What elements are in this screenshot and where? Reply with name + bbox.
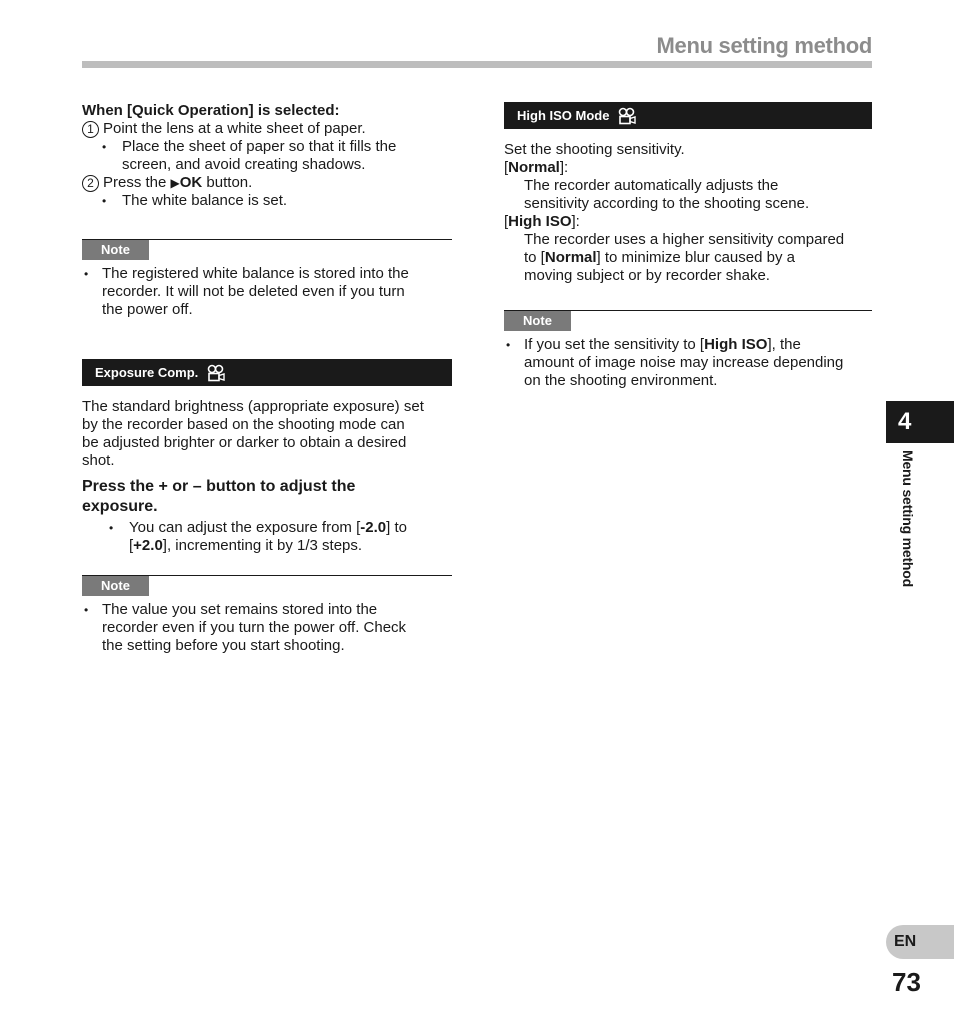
text-run: If you set the sensitivity to [ [524,336,705,353]
step-number: 2 [82,175,99,192]
exposure-title: Exposure Comp. [95,365,199,380]
bracket: ]: [559,159,569,176]
note-line: on the shooting environment. [524,372,718,389]
desc-line: sensitivity according to the shooting scene. [524,195,810,212]
step-1 [82,120,452,138]
note-line: The registered white balance is stored into the [102,265,409,282]
text-run: ], the [767,336,801,353]
step-1-text: Point the lens at a white sheet of paper. [103,120,366,137]
step-2-bullet: • The white balance is set. [82,192,452,210]
high-iso-option [504,213,872,231]
bracket: [ [504,159,509,176]
normal-description [504,177,872,213]
bullet-line: screen, and avoid creating shadows. [122,156,366,173]
value-max: +2.0 [133,537,163,554]
exposure-description [82,398,452,470]
note-line: recorder. It will not be deleted even if you turn [102,283,405,300]
option-name: Normal [508,159,560,176]
text-run-bold: High ISO [704,336,768,353]
text-run: ] to minimize blur caused by a [596,249,795,266]
text-run: ], incrementing it by 1/3 steps. [162,537,363,554]
white-balance-section [82,102,452,210]
desc-line: The standard brightness (appropriate exposure) set [82,398,424,415]
step-2-pre: Press the [103,174,171,191]
desc-line: by the recorder based on the shooting mode can [82,416,405,433]
step-2-post: button. [202,174,253,191]
text-run: to [ [524,249,545,266]
note-label: Note [82,576,149,596]
note-line: The value you set remains stored into the [102,601,378,618]
note-line: recorder even if you turn the power off. Check [102,619,407,636]
step-number: 1 [82,121,99,138]
note-header [504,310,872,333]
desc-line: be adjusted brighter or darker to obtain a desired [82,434,407,451]
note-2-item [82,601,452,655]
wb-heading: When [Quick Operation] is selected: [82,102,340,119]
text-run-bold: Normal [544,249,597,266]
desc-line: The recorder uses a higher sensitivity compared [524,231,845,248]
movie-camera-icon [206,364,226,382]
note-header [82,239,452,262]
text-run: You can adjust the exposure from [ [129,519,361,536]
bracket: [ [504,213,509,230]
exposure-instruction [82,477,452,517]
chapter-side-label: Menu setting method [900,450,916,587]
note-block-2 [82,575,452,655]
bullet-line: Place the sheet of paper so that it fills the [122,138,397,155]
note-block-1 [82,239,452,319]
note-1-item [82,265,452,319]
exposure-title-bar [82,359,452,386]
note-header [82,575,452,598]
text-run: ] to [386,519,407,536]
note-line: the setting before you start shooting. [102,637,345,654]
instr-line: Press the + or – button to adjust the [82,478,356,495]
header-rule [82,61,872,68]
play-triangle-icon: ▶ [170,176,180,190]
step-2 [82,174,452,192]
desc-line: moving subject or by recorder shake. [524,267,770,284]
desc-line: The recorder automatically adjusts the [524,177,779,194]
iso-title-bar [504,102,872,129]
note-line: amount of image noise may increase depending [524,354,844,371]
text-run: [ [129,537,134,554]
note-line: the power off. [102,301,193,318]
option-name: High ISO [508,213,572,230]
iso-title: High ISO Mode [517,108,610,123]
page-header-title: Menu setting method [656,33,872,58]
bracket: ]: [571,213,580,230]
high-iso-section [504,102,872,285]
ok-label: OK [179,174,203,191]
note-label: Note [504,311,571,331]
normal-option [504,159,872,177]
exposure-section [82,359,452,555]
note-block-3 [504,310,872,390]
movie-camera-icon [617,107,637,125]
desc-line: shot. [82,452,115,469]
high-iso-description [504,231,872,285]
note-label: Note [82,240,149,260]
chapter-number-tab: 4 [886,401,954,443]
page-number: 73 [892,967,921,997]
exposure-bullet [82,519,452,555]
note-3-item [504,336,872,390]
step-1-bullet [82,138,452,174]
language-tab: EN [886,925,954,959]
instr-line: exposure. [82,498,158,515]
value-min: -2.0 [360,519,387,536]
iso-description: Set the shooting sensitivity. [504,141,685,158]
